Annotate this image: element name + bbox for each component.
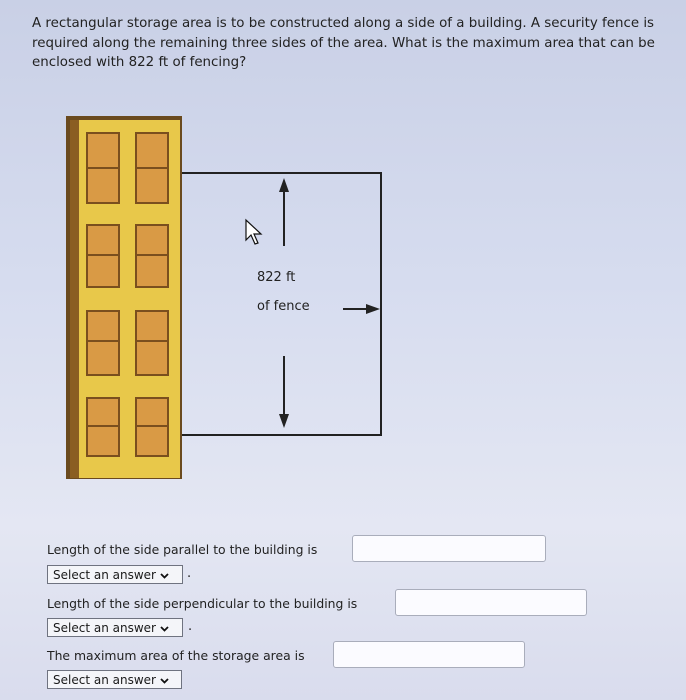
chevron-down-icon: [160, 571, 169, 580]
perpendicular-length-input[interactable]: [395, 589, 587, 616]
max-area-unit-select[interactable]: [47, 670, 182, 689]
perpendicular-unit-select-label: Select an answer: [53, 621, 156, 635]
parallel-unit-select-label: Select an answer: [53, 568, 156, 582]
arrow-down-icon: [279, 356, 289, 428]
chevron-down-icon: [160, 624, 169, 633]
perpendicular-label: Length of the side perpendicular to the building is: [47, 595, 358, 611]
max-area-unit-select-label: Select an answer: [53, 673, 156, 687]
perpendicular-unit-select[interactable]: [47, 618, 183, 637]
mouse-cursor-icon: [246, 220, 261, 244]
question-text: A rectangular storage area is to be constructed along a side of a building. A security fence is required along the remaining three sides of the area. What is the maximum area that can be enclosed with 822 ft of fencing?: [32, 16, 655, 70]
parallel-length-input[interactable]: [352, 535, 546, 562]
fence-length-label: 822 ft: [257, 270, 296, 285]
chevron-down-icon: [160, 676, 169, 685]
fence-label: of fence: [257, 299, 310, 314]
period: .: [187, 566, 192, 581]
max-area-label: The maximum area of the storage area is: [47, 647, 305, 663]
parallel-unit-select[interactable]: [47, 565, 183, 584]
arrow-right-icon: [343, 304, 380, 314]
max-area-input[interactable]: [333, 641, 525, 668]
arrow-up-icon: [279, 178, 289, 246]
parallel-label: Length of the side parallel to the building is: [47, 541, 318, 557]
period: .: [188, 619, 193, 634]
